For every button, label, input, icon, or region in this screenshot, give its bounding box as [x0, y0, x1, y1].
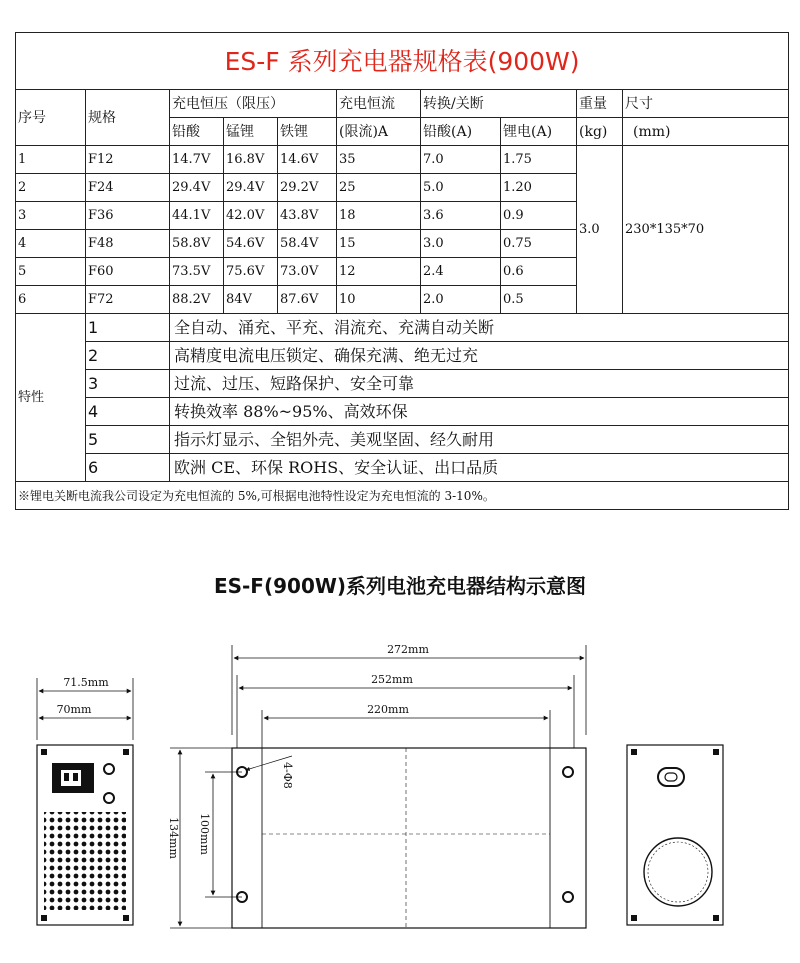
feature-num: 6: [86, 454, 170, 482]
corner-screw: [123, 915, 129, 921]
row-current: 10: [337, 286, 421, 314]
dim-mount-length: 252mm: [371, 673, 413, 686]
row-index: 6: [16, 286, 86, 314]
row-lead-acid: 44.1V: [170, 202, 224, 230]
row-switch-lithium: 0.6: [501, 258, 577, 286]
dim-front-outer-width: 71.5mm: [63, 676, 109, 689]
feature-num: 4: [86, 398, 170, 426]
structure-diagram: [0, 600, 800, 963]
feature-num: 2: [86, 342, 170, 370]
row-lead-acid: 14.7V: [170, 146, 224, 174]
row-model: F72: [86, 286, 170, 314]
row-lead-acid: 58.8V: [170, 230, 224, 258]
row-model: F24: [86, 174, 170, 202]
table-row: [16, 146, 789, 174]
row-mn-lithium: 75.6V: [224, 258, 278, 286]
row-switch-lithium: 0.5: [501, 286, 577, 314]
vent-holes: [44, 812, 126, 910]
indicator-lamp-icon: [104, 764, 114, 774]
header-fe-lithium: 铁锂: [278, 118, 337, 146]
corner-screw: [713, 915, 719, 921]
row-index: 2: [16, 174, 86, 202]
feature-text: 欧洲 CE、环保 ROHS、安全认证、出口品质: [170, 454, 789, 482]
front-view: [37, 676, 133, 925]
row-current: 35: [337, 146, 421, 174]
row-fe-lithium: 87.6V: [278, 286, 337, 314]
header-weight-unit: (kg): [577, 118, 623, 146]
feature-row: [16, 314, 789, 342]
row-fe-lithium: 43.8V: [278, 202, 337, 230]
weight-value: 3.0: [577, 146, 623, 314]
row-fe-lithium: 14.6V: [278, 146, 337, 174]
header-charge-current: 充电恒流: [337, 90, 421, 118]
feature-num: 5: [86, 426, 170, 454]
row-index: 5: [16, 258, 86, 286]
header-lithium-a: 锂电(A): [501, 118, 577, 146]
row-switch-lead: 5.0: [421, 174, 501, 202]
table-note: ※锂电关断电流我公司设定为充电恒流的 5%,可根据电池特性设定为充电恒流的 3-10%。: [16, 482, 789, 510]
feature-num: 1: [86, 314, 170, 342]
row-mn-lithium: 16.8V: [224, 146, 278, 174]
row-mn-lithium: 54.6V: [224, 230, 278, 258]
row-current: 15: [337, 230, 421, 258]
row-fe-lithium: 73.0V: [278, 258, 337, 286]
feature-row: [16, 342, 789, 370]
feature-row: [16, 398, 789, 426]
row-switch-lithium: 1.75: [501, 146, 577, 174]
row-fe-lithium: 58.4V: [278, 230, 337, 258]
feature-text: 全自动、涌充、平充、涓流充、充满自动关断: [170, 314, 789, 342]
row-mn-lithium: 42.0V: [224, 202, 278, 230]
header-switch-off: 转换/关断: [421, 90, 577, 118]
header-weight: 重量: [577, 90, 623, 118]
feature-row: [16, 370, 789, 398]
row-model: F12: [86, 146, 170, 174]
header-size-unit: (mm): [623, 118, 789, 146]
diagram-title: ES-F(900W)系列电池充电器结构示意图: [213, 574, 587, 598]
row-switch-lead: 3.0: [421, 230, 501, 258]
feature-row: [16, 426, 789, 454]
socket-pin: [64, 773, 69, 781]
row-lead-acid: 73.5V: [170, 258, 224, 286]
header-charge-voltage: 充电恒压（限压）: [170, 90, 337, 118]
corner-screw: [631, 749, 637, 755]
row-lead-acid: 29.4V: [170, 174, 224, 202]
header-mn-lithium: 锰锂: [224, 118, 278, 146]
row-switch-lead: 2.4: [421, 258, 501, 286]
header-model: 规格: [86, 90, 170, 146]
corner-screw: [631, 915, 637, 921]
row-lead-acid: 88.2V: [170, 286, 224, 314]
spec-table: [15, 32, 789, 510]
row-switch-lead: 2.0: [421, 286, 501, 314]
feature-text: 高精度电流电压锁定、确保充满、绝无过充: [170, 342, 789, 370]
header-size: 尺寸: [623, 90, 789, 118]
feature-text: 转换效率 88%~95%、高效环保: [170, 398, 789, 426]
row-switch-lithium: 0.9: [501, 202, 577, 230]
row-mn-lithium: 84V: [224, 286, 278, 314]
row-index: 3: [16, 202, 86, 230]
row-fe-lithium: 29.2V: [278, 174, 337, 202]
size-value: 230*135*70: [623, 146, 789, 314]
row-current: 12: [337, 258, 421, 286]
mounting-hole: [563, 892, 573, 902]
row-switch-lead: 7.0: [421, 146, 501, 174]
feature-text: 指示灯显示、全铝外壳、美观坚固、经久耐用: [170, 426, 789, 454]
dim-height: 134mm: [167, 817, 180, 859]
dim-total-length: 272mm: [387, 643, 429, 656]
features-label: 特性: [16, 314, 86, 482]
feature-row: [16, 454, 789, 482]
header-lead-acid: 铅酸: [170, 118, 224, 146]
header-index: 序号: [16, 90, 86, 146]
dim-front-inner-width: 70mm: [56, 703, 92, 716]
fan-icon: [644, 838, 712, 906]
feature-text: 过流、过压、短路保护、安全可靠: [170, 370, 789, 398]
socket-pin: [73, 773, 78, 781]
row-current: 25: [337, 174, 421, 202]
side-view: [167, 643, 586, 928]
row-index: 4: [16, 230, 86, 258]
row-switch-lead: 3.6: [421, 202, 501, 230]
indicator-lamp-icon: [104, 793, 114, 803]
dim-hole-spacing: 220mm: [367, 703, 409, 716]
dim-hole-height: 100mm: [198, 813, 211, 855]
header-lead-acid-a: 铅酸(A): [421, 118, 501, 146]
row-switch-lithium: 1.20: [501, 174, 577, 202]
corner-screw: [713, 749, 719, 755]
dim-hole-label: 4-Φ8: [281, 762, 294, 789]
row-index: 1: [16, 146, 86, 174]
corner-screw: [41, 749, 47, 755]
feature-num: 3: [86, 370, 170, 398]
row-mn-lithium: 29.4V: [224, 174, 278, 202]
row-model: F48: [86, 230, 170, 258]
rear-view: [627, 745, 723, 925]
table-title: ES-F 系列充电器规格表(900W): [16, 33, 789, 90]
row-model: F60: [86, 258, 170, 286]
header-current-limit: (限流)A: [337, 118, 421, 146]
row-switch-lithium: 0.75: [501, 230, 577, 258]
mounting-hole: [563, 767, 573, 777]
corner-screw: [41, 915, 47, 921]
row-current: 18: [337, 202, 421, 230]
corner-screw: [123, 749, 129, 755]
row-model: F36: [86, 202, 170, 230]
